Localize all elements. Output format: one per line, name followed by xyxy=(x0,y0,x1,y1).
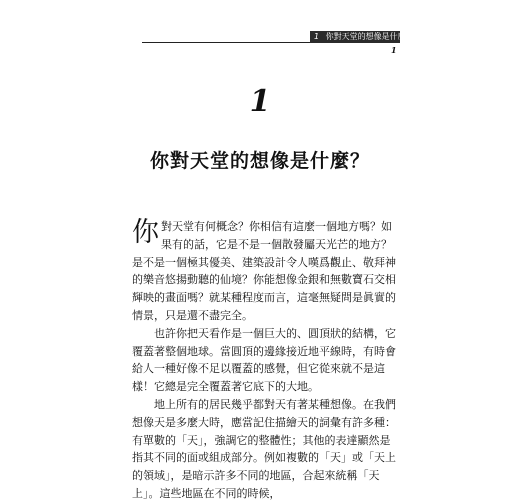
paragraph-2: 也許你把天看作是一個巨大的、圓頂狀的結構，它覆蓋著整個地球。當圓頂的邊緣接近地平線時，有時會給人一種好像不足以覆蓋的感覺，但它從來就不是這樣！它總是完全覆蓋著它底下的大地。 xyxy=(132,326,396,394)
paragraph-1-text: 對天堂有何概念？你相信有這麼一個地方嗎？如果有的話，它是不是一個散發屬天光芒的地方？是不是一個極其優美、建築設計令人嘆爲觀止、敬拜神的樂音悠揚動聽的仙境？你能想像金銀和無數寶石交相輝映的畫面嗎？就某種程度而言，這毫無疑問是眞實的情景，只是還不盡完全。 xyxy=(132,220,396,322)
running-header-number: 1 xyxy=(314,32,320,41)
chapter-title: 你對天堂的想像是什麼？ xyxy=(149,150,370,172)
body-text xyxy=(132,218,400,503)
page-number: 1 xyxy=(391,45,397,55)
running-header-title: 你對天堂的想像是什麼？ xyxy=(325,32,414,41)
drop-cap: 你 xyxy=(132,217,159,248)
paragraph-3: 地上所有的居民幾乎都對天有著某種想像。在我們想像天是多麼大時，應當記住描繪天的詞彙有許多種：有單數的「天」，強調它的整體性；其他的表達顯然是指其不同的面或組成部分。例如複數的「天」或「天上的領域」，是暗示許多不同的地區，合起來統稱「天上」。這些地區在不同的時候， xyxy=(132,397,396,500)
running-header xyxy=(310,31,414,43)
chapter-number: 1 xyxy=(249,84,271,119)
paragraph-1 xyxy=(132,218,400,325)
